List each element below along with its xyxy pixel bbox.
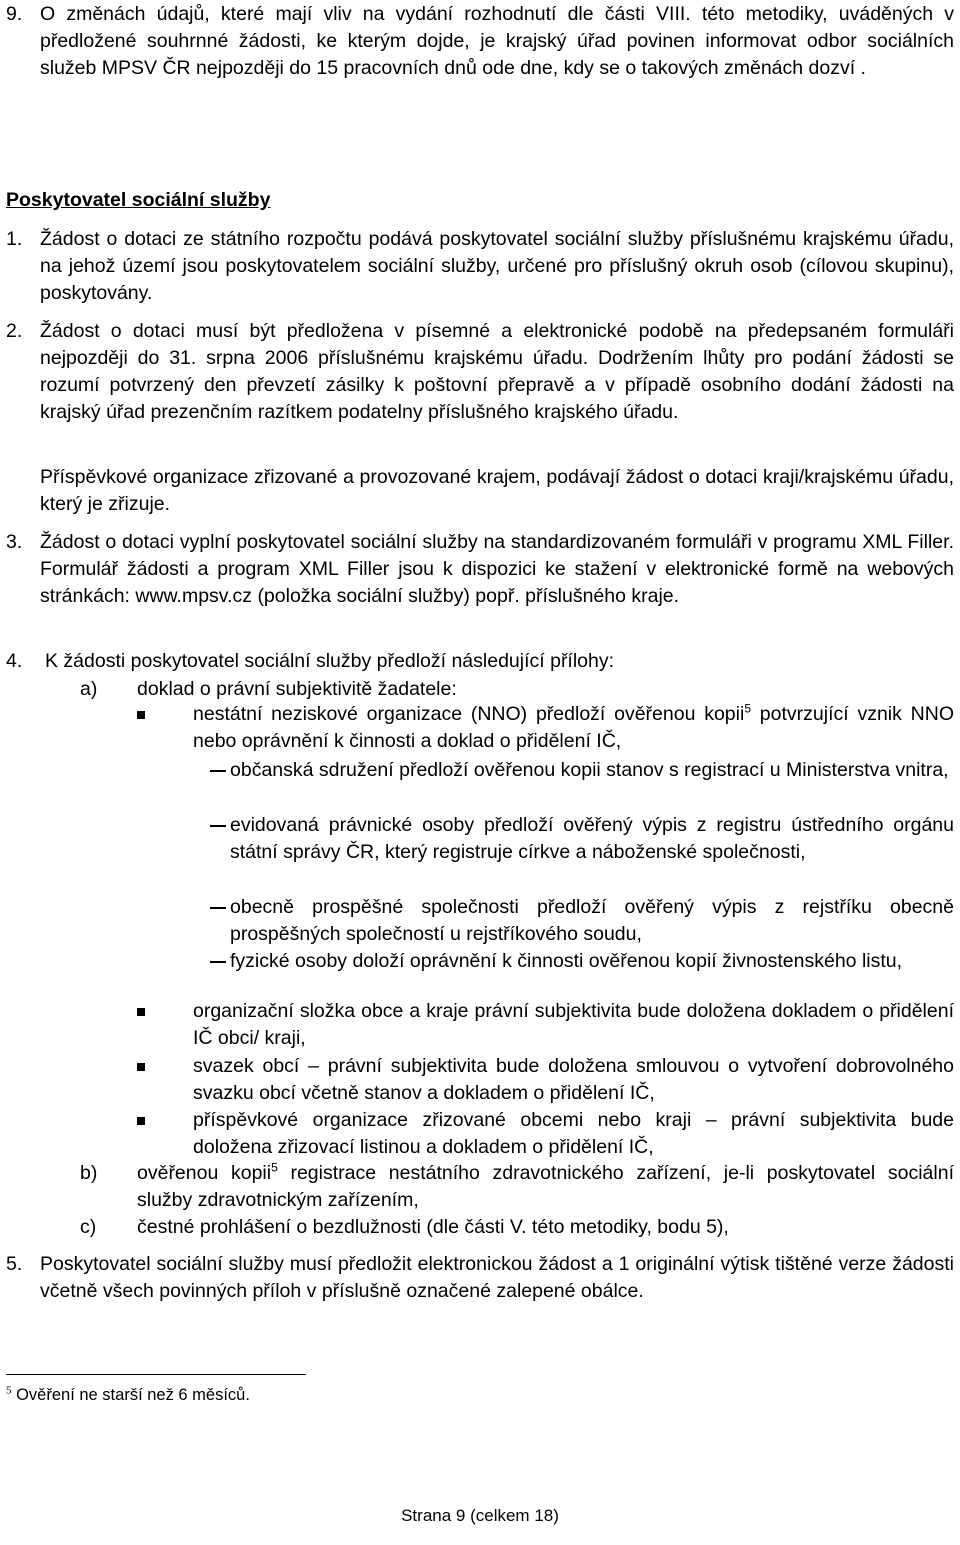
item-4a-label: a) (80, 678, 98, 700)
item-4c-text: čestné prohlášení o bezdlužnosti (dle části V. této metodiky, bodu 5), (137, 1216, 729, 1238)
dash-obecne-prospesne: obecně prospěšné společnosti předloží ověřený výpis z rejstříku obecně prospěšných společností u rejstříkového soudu, (230, 896, 954, 945)
item-3-text: Žádost o dotaci vyplní poskytovatel sociální služby na standardizovaném formuláři v programu XML Filler. Formulář žádosti a program XML Filler jsou k dispozici ke stažení v elektronické formě na webových stránkách: www.mpsv.cz (položka sociální služby) popř. příslušného kraje. (40, 531, 954, 607)
bullet-icon (137, 1008, 145, 1016)
item-2-number: 2. (6, 320, 23, 342)
item-2-extra-text: Příspěvkové organizace zřizované a provozované krajem, podávají žádost o dotaci kraji/krajskému úřadu, který je zřizuje. (40, 466, 954, 515)
footnote-text: Ověření ne starší než 6 měsíců. (16, 1386, 250, 1404)
item-9-number: 9. (6, 3, 23, 25)
item-1-text: Žádost o dotaci ze státního rozpočtu podává poskytovatel sociální služby příslušnému krajskému úřadu, na jehož území jsou poskytovatelem sociální služby, určené pro příslušný okruh osob (cílovou skupinu), poskytovány. (40, 228, 954, 304)
page-footer: Strana 9 (celkem 18) (401, 1506, 559, 1525)
item-4b-label: b) (80, 1162, 98, 1184)
item-4-number: 4. (6, 650, 23, 672)
item-5-text: Poskytovatel sociální služby musí předložit elektronickou žádost a 1 originální výtisk tištěné verze žádosti včetně všech povinných příloh v příslušně označené zalepené obálce. (40, 1253, 954, 1302)
section-heading: Poskytovatel sociální služby (6, 189, 271, 211)
bullet-prispevkove-organizace: příspěvkové organizace zřizované obcemi nebo kraji – právní subjektivita bude doložena zřizovací listinou a dokladem o přidělení IČ, (193, 1109, 954, 1158)
item-4c-label: c) (80, 1216, 97, 1238)
bullet-icon (137, 1117, 145, 1125)
footnote-separator (6, 1374, 306, 1375)
item-2-text: Žádost o dotaci musí být předložena v písemné a elektronické podobě na předepsaném formuláři nejpozději do 31. srpna 2006 příslušnému krajskému úřadu. Dodržením lhůty pro podání žádosti se rozumí potvrzený den převzetí zásilky k poštovní přepravě a v případě osobního dodání žádosti na krajský úřad prezenčním razítkem podatelny příslušného krajského úřadu. (40, 320, 954, 423)
footnote (6, 1384, 250, 1406)
dash-obcanska-sdruzeni: občanská sdružení předloží ověřenou kopii stanov s registrací u Ministerstva vnitra, (230, 759, 949, 781)
bullet-nno-text: nestátní neziskové organizace (NNO) předloží ověřenou kopii$^5$ potvrzující vznik NNO nebo oprávnění k činnosti a doklad o přidělení IČ, (193, 701, 954, 752)
item-4-text: K žádosti poskytovatel sociální služby předloží následující přílohy: (45, 650, 615, 672)
item-5-number: 5. (6, 1253, 23, 1275)
dash-icon (210, 961, 226, 963)
dash-fyzicke-osoby: fyzické osoby doloží oprávnění k činnosti ověřenou kopií živnostenského listu, (230, 950, 903, 972)
item-1-number: 1. (6, 228, 23, 250)
item-3-number: 3. (6, 531, 23, 553)
bullet-icon (137, 1063, 145, 1071)
bullet-svazek-obci: svazek obcí – právní subjektivita bude doložena smlouvou o vytvoření dobrovolného svazku obcí včetně stanov a dokladem o přidělení IČ, (193, 1055, 954, 1104)
bullet-icon (137, 711, 145, 719)
dash-icon (210, 825, 226, 827)
footnote-ref: 5 (271, 1160, 278, 1175)
item-4b-text: ověřenou kopii$^5$ registrace nestátního zdravotnického zařízení, je-li poskytovatel sociální služby zdravotnickým zařízením, (137, 1160, 954, 1211)
dash-icon (210, 907, 226, 909)
item-4a-text: doklad o právní subjektivitě žadatele: (137, 678, 457, 700)
dash-icon (210, 770, 226, 772)
footnote-mark: 5 (6, 1384, 12, 1397)
item-9-text: O změnách údajů, které mají vliv na vydání rozhodnutí dle části VIII. této metodiky, uváděných v předložené souhrnné žádosti, ke kterým dojde, je krajský úřad povinen informovat odbor sociálních služeb MPSV ČR nejpozději do 15 pracovních dnů ode dne, kdy se o takových změnách dozví . (40, 3, 954, 79)
bullet-organizacni-slozka: organizační složka obce a kraje právní subjektivita bude doložena dokladem o přidělení IČ obci/ kraji, (193, 1000, 954, 1049)
dash-pravnicke-osoby: evidovaná právnické osoby předloží ověřený výpis z registru ústředního orgánu státní správy ČR, který registruje církve a náboženské společnosti, (230, 814, 954, 863)
footnote-ref: 5 (744, 701, 752, 716)
